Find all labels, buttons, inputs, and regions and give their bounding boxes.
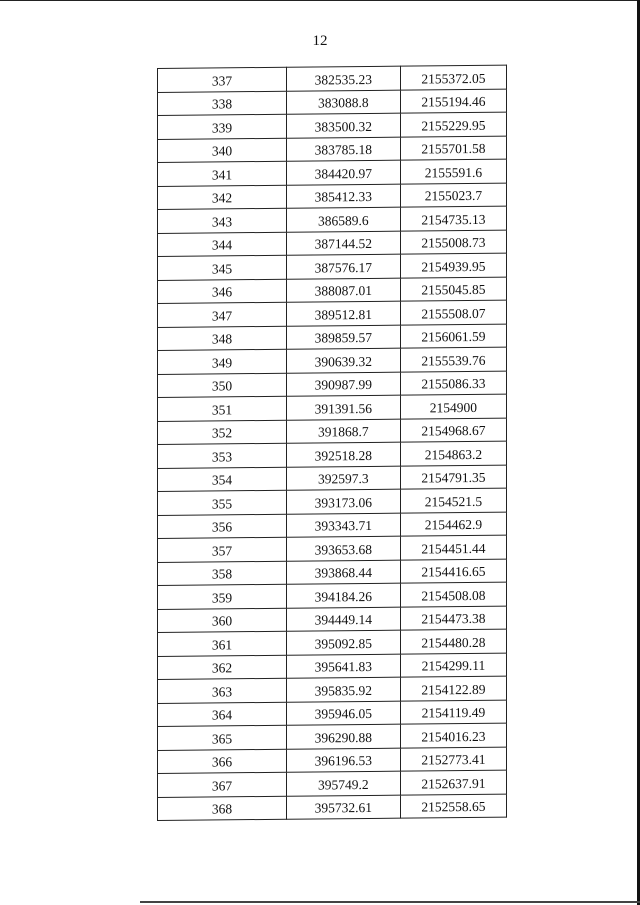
- table-row: [158, 700, 507, 727]
- table-row: [158, 723, 507, 750]
- point-number-cell: 341: [158, 161, 287, 186]
- table-row: [158, 653, 507, 680]
- x-coordinate-cell: 395946.05: [286, 701, 400, 726]
- table-row: [158, 183, 507, 210]
- point-number-cell: 337: [158, 67, 287, 92]
- y-coordinate-cell: 2155045.85: [400, 277, 506, 302]
- point-number-cell: 352: [158, 420, 287, 445]
- point-number-cell: 338: [158, 91, 287, 116]
- table-row: [158, 676, 507, 703]
- x-coordinate-cell: 396196.53: [286, 748, 400, 773]
- y-coordinate-cell: 2154451.44: [400, 535, 506, 560]
- table-row: [158, 89, 507, 116]
- point-number-cell: 359: [158, 584, 287, 609]
- table-row: [158, 747, 507, 774]
- x-coordinate-cell: 395732.61: [286, 795, 400, 820]
- y-coordinate-cell: 2155591.6: [400, 159, 506, 184]
- point-number-cell: 368: [158, 796, 287, 821]
- table-row: [158, 277, 507, 304]
- point-number-cell: 365: [158, 725, 287, 750]
- point-number-cell: 353: [158, 443, 287, 468]
- table-row: [158, 324, 507, 351]
- table-row: [158, 465, 507, 492]
- point-number-cell: 343: [158, 208, 287, 233]
- table-row: [158, 300, 507, 327]
- y-coordinate-cell: 2155229.95: [400, 112, 506, 137]
- x-coordinate-cell: 395092.85: [286, 630, 400, 655]
- y-coordinate-cell: 2155008.73: [400, 230, 506, 255]
- table-row: [158, 65, 507, 92]
- point-number-cell: 356: [158, 514, 287, 539]
- x-coordinate-cell: 395835.92: [286, 677, 400, 702]
- table-row: [158, 535, 507, 562]
- point-number-cell: 348: [158, 326, 287, 351]
- point-number-cell: 340: [158, 138, 287, 163]
- x-coordinate-cell: 394184.26: [286, 583, 400, 608]
- table-row: [158, 488, 507, 515]
- point-number-cell: 358: [158, 561, 287, 586]
- point-number-cell: 344: [158, 232, 287, 257]
- point-number-cell: 357: [158, 537, 287, 562]
- table-row: [158, 770, 507, 797]
- y-coordinate-cell: 2152558.65: [400, 794, 506, 819]
- table-row: [158, 347, 507, 374]
- x-coordinate-cell: 393868.44: [286, 560, 400, 585]
- y-coordinate-cell: 2154016.23: [400, 723, 506, 748]
- x-coordinate-cell: 391868.7: [286, 419, 400, 444]
- point-number-cell: 346: [158, 279, 287, 304]
- table-row: [158, 159, 507, 186]
- y-coordinate-cell: 2155701.58: [400, 136, 506, 161]
- y-coordinate-cell: 2154122.89: [400, 676, 506, 701]
- y-coordinate-cell: 2154480.28: [400, 629, 506, 654]
- y-coordinate-cell: 2152637.91: [400, 770, 506, 795]
- y-coordinate-cell: 2154462.9: [400, 512, 506, 537]
- table-row: [158, 230, 507, 257]
- table-row: [158, 794, 507, 821]
- table-row: [158, 112, 507, 139]
- x-coordinate-cell: 393653.68: [286, 536, 400, 561]
- point-number-cell: 349: [158, 349, 287, 374]
- page-number: 12: [312, 33, 328, 49]
- point-number-cell: 366: [158, 749, 287, 774]
- x-coordinate-cell: 392597.3: [286, 466, 400, 491]
- y-coordinate-cell: 2154299.11: [400, 653, 506, 678]
- y-coordinate-cell: 2154508.08: [400, 582, 506, 607]
- y-coordinate-cell: 2152773.41: [400, 747, 506, 772]
- y-coordinate-cell: 2155086.33: [400, 371, 506, 396]
- x-coordinate-cell: 382535.23: [286, 66, 400, 91]
- point-number-cell: 367: [158, 772, 287, 797]
- y-coordinate-cell: 2154119.49: [400, 700, 506, 725]
- y-coordinate-cell: 2155372.05: [400, 65, 506, 90]
- point-number-cell: 351: [158, 396, 287, 421]
- x-coordinate-cell: 394449.14: [286, 607, 400, 632]
- y-coordinate-cell: 2155539.76: [400, 347, 506, 372]
- point-number-cell: 363: [158, 678, 287, 703]
- x-coordinate-cell: 395641.83: [286, 654, 400, 679]
- point-number-cell: 345: [158, 255, 287, 280]
- table-row: [158, 441, 507, 468]
- table-row: [158, 394, 507, 421]
- x-coordinate-cell: 393173.06: [286, 489, 400, 514]
- y-coordinate-cell: 2155508.07: [400, 300, 506, 325]
- x-coordinate-cell: 392518.28: [286, 442, 400, 467]
- table-row: [158, 606, 507, 633]
- point-number-cell: 342: [158, 185, 287, 210]
- y-coordinate-cell: 2156061.59: [400, 324, 506, 349]
- x-coordinate-cell: 383088.8: [286, 90, 400, 115]
- x-coordinate-cell: 395749.2: [286, 771, 400, 796]
- point-number-cell: 360: [158, 608, 287, 633]
- table-row: [158, 206, 507, 233]
- point-number-cell: 355: [158, 490, 287, 515]
- y-coordinate-cell: 2154416.65: [400, 559, 506, 584]
- x-coordinate-cell: 383785.18: [286, 137, 400, 162]
- table-row: [158, 418, 507, 445]
- point-number-cell: 350: [158, 373, 287, 398]
- y-coordinate-cell: 2154735.13: [400, 206, 506, 231]
- x-coordinate-cell: 390639.32: [286, 348, 400, 373]
- y-coordinate-cell: 2154473.38: [400, 606, 506, 631]
- x-coordinate-cell: 391391.56: [286, 395, 400, 420]
- x-coordinate-cell: 389859.57: [286, 325, 400, 350]
- x-coordinate-cell: 386589.6: [286, 207, 400, 232]
- y-coordinate-cell: 2154939.95: [400, 253, 506, 278]
- table-row: [158, 136, 507, 163]
- y-coordinate-cell: 2155194.46: [400, 89, 506, 114]
- y-coordinate-cell: 2154900: [400, 394, 506, 419]
- table-row: [158, 559, 507, 586]
- x-coordinate-cell: 389512.81: [286, 301, 400, 326]
- y-coordinate-cell: 2155023.7: [400, 183, 506, 208]
- x-coordinate-cell: 387576.17: [286, 254, 400, 279]
- y-coordinate-cell: 2154521.5: [400, 488, 506, 513]
- x-coordinate-cell: 390987.99: [286, 372, 400, 397]
- x-coordinate-cell: 387144.52: [286, 231, 400, 256]
- point-number-cell: 339: [158, 114, 287, 139]
- table-row: [158, 253, 507, 280]
- table-row: [158, 512, 507, 539]
- x-coordinate-cell: 396290.88: [286, 724, 400, 749]
- y-coordinate-cell: 2154968.67: [400, 418, 506, 443]
- point-number-cell: 354: [158, 467, 287, 492]
- scan-edge-bottom: [140, 901, 640, 903]
- y-coordinate-cell: 2154791.35: [400, 465, 506, 490]
- x-coordinate-cell: 385412.33: [286, 184, 400, 209]
- y-coordinate-cell: 2154863.2: [400, 441, 506, 466]
- scan-edge-top: [0, 0, 640, 1]
- table-row: [158, 629, 507, 656]
- point-number-cell: 347: [158, 302, 287, 327]
- x-coordinate-cell: 388087.01: [286, 278, 400, 303]
- coordinates-table-body: [158, 65, 507, 820]
- point-number-cell: 361: [158, 631, 287, 656]
- coordinates-table: [157, 65, 507, 821]
- x-coordinate-cell: 384420.97: [286, 160, 400, 185]
- table-row: [158, 371, 507, 398]
- point-number-cell: 362: [158, 655, 287, 680]
- point-number-cell: 364: [158, 702, 287, 727]
- x-coordinate-cell: 393343.71: [286, 513, 400, 538]
- x-coordinate-cell: 383500.32: [286, 113, 400, 138]
- table-row: [158, 582, 507, 609]
